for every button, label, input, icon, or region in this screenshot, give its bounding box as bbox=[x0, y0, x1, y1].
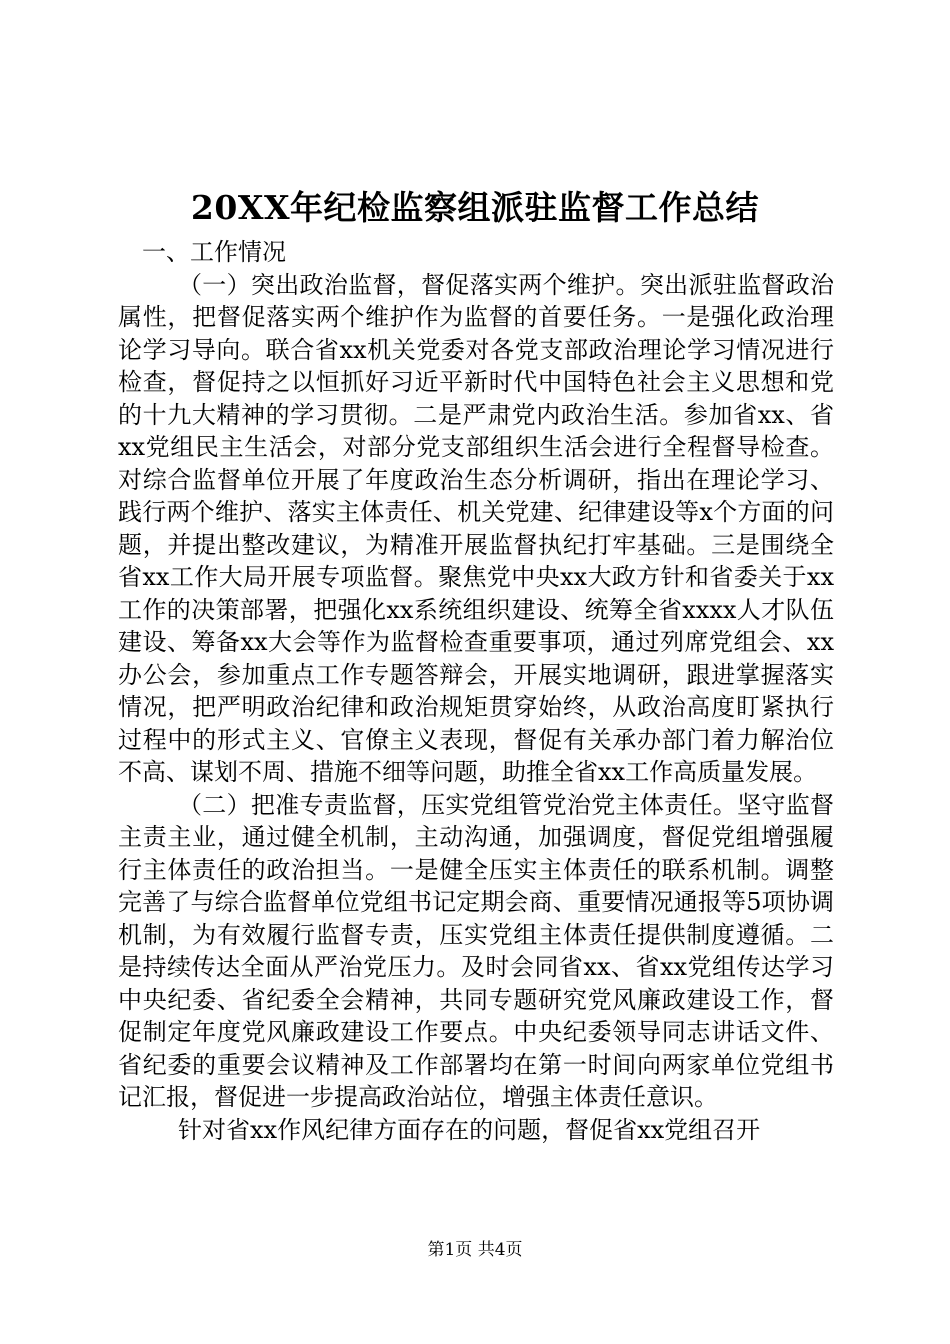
document-title: 20XX年纪检监察组派驻监督工作总结 bbox=[190, 188, 760, 227]
paragraph: （二）把准专责监督，压实党组管党治党主体责任。坚守监督主责主业，通过健全机制，主动沟通，加强调度，督促党组增强履行主体责任的政治担当。一是健全压实主体责任的联系机制。调整完善了与综合监督单位党组书记定期会商、重要情况通报等5项协调机制，为有效履行监督专责，压实党组主体责任提供制度遵循。二是持续传达全面从严治党压力。及时会同省xx、省xx党组传达学习中央纪委、省纪委全会精神，共同专题研究党风廉政建设工作，督促制定年度党风廉政建设工作要点。中央纪委领导同志讲话文件、省纪委的重要会议精神及工作部署均在第一时间向两家单位党组书记汇报，督促进一步提高政治站位，增强主体责任意识。 bbox=[118, 790, 834, 1111]
page-footer: 第1页 共4页 bbox=[427, 1240, 523, 1260]
section-heading: 一、工作情况 bbox=[142, 238, 286, 266]
paragraph: 针对省xx作风纪律方面存在的问题，督促省xx党组召开 bbox=[178, 1115, 761, 1144]
paragraph: （一）突出政治监督，督促落实两个维护。突出派驻监督政治属性，把督促落实两个维护作为监督的首要任务。一是强化政治理论学习导向。联合省xx机关党委对各党支部政治理论学习情况进行检查，督促持之以恒抓好习近平新时代中国特色社会主义思想和党的十九大精神的学习贯彻。二是严肃党内政治生活。参加省xx、省xx党组民主生活会，对部分党支部组织生活会进行全程督导检查。对综合监督单位开展了年度政治生态分析调研，指出在理论学习、践行两个维护、落实主体责任、机关党建、纪律建设等x个方面的问题，并提出整改建议，为精准开展监督执纪打牢基础。三是围绕全省xx工作大局开展专项监督。聚焦党中央xx大政方针和省委关于xx工作的决策部署，把强化xx系统组织建设、统筹全省xxxx人才队伍建设、筹备xx大会等作为监督检查重要事项，通过列席党组会、xx办公会，参加重点工作专题答辩会，开展实地调研，跟进掌握落实情况，把严明政治纪律和政治规矩贯穿始终，从政治高度盯紧执行过程中的形式主义、官僚主义表现，督促有关承办部门着力解治位不高、谋划不周、措施不细等问题，助推全省xx工作高质量发展。 bbox=[118, 270, 834, 786]
document-body bbox=[118, 236, 834, 1146]
